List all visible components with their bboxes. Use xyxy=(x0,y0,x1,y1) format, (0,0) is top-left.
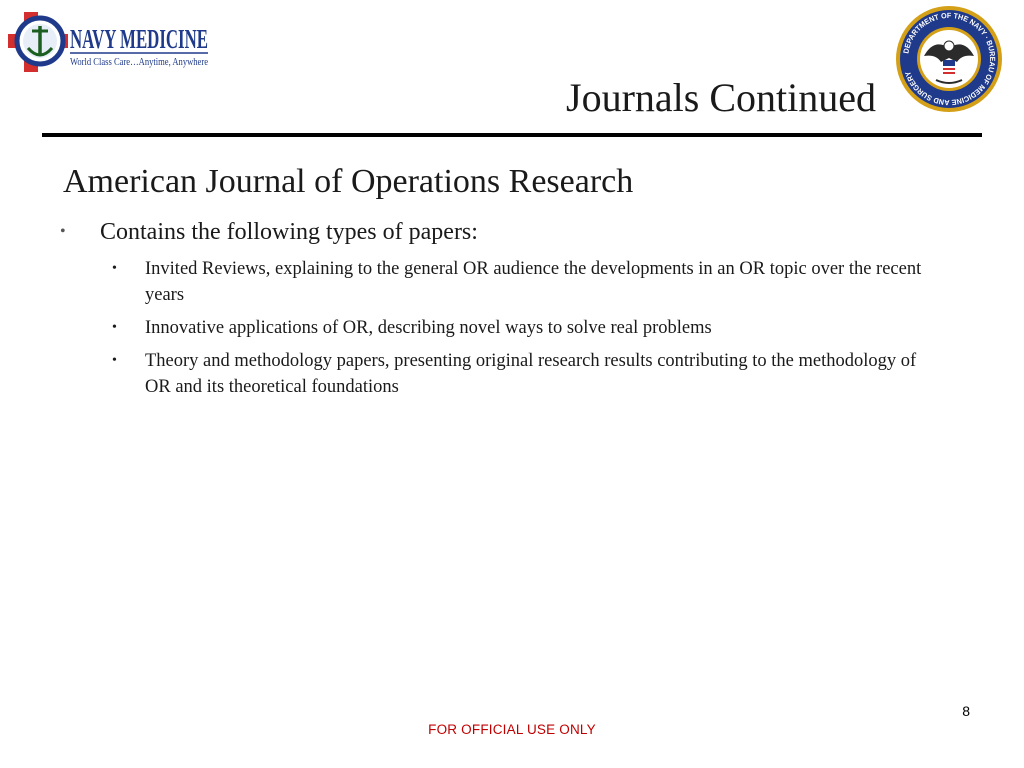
bullet-glyph: • xyxy=(60,223,66,240)
bullet-glyph: • xyxy=(112,353,117,368)
bullet-glyph: • xyxy=(112,261,117,276)
sub-bullet-list xyxy=(112,256,932,407)
svg-text:NAVY MEDICINE: NAVY MEDICINE xyxy=(70,24,208,54)
sub-bullet-text: Innovative applications of OR, describing novel ways to solve real problems xyxy=(145,318,712,338)
sub-bullet-item xyxy=(112,348,932,400)
svg-text:DEPARTMENT OF THE NAVY · BUREA: DEPARTMENT OF THE NAVY · BUREAU OF MEDICINE AND SURGERY xyxy=(901,10,998,108)
navy-medicine-logo xyxy=(4,4,214,76)
bullet-text: Contains the following types of papers: xyxy=(100,219,478,245)
sub-bullet-item xyxy=(112,315,932,341)
svg-text:World Class Care…Anytime, Anyw: World Class Care…Anytime, Anywhere xyxy=(70,56,209,68)
sub-bullet-text: Invited Reviews, explaining to the general OR audience the developments in an OR topic over the recent years xyxy=(145,259,922,305)
bullet-glyph: • xyxy=(112,320,117,335)
sub-bullet-item xyxy=(112,256,932,308)
bumed-seal-logo xyxy=(894,4,1004,114)
slide-title: Journals Continued xyxy=(566,75,876,120)
sub-bullet-text: Theory and methodology papers, presenting original research results contributing to the methodology of OR and its theoretical foundations xyxy=(145,351,917,397)
title-divider xyxy=(42,133,982,137)
classification-footer: FOR OFFICIAL USE ONLY xyxy=(428,722,596,737)
page-number: 8 xyxy=(962,703,970,719)
section-heading: American Journal of Operations Research xyxy=(63,163,634,200)
